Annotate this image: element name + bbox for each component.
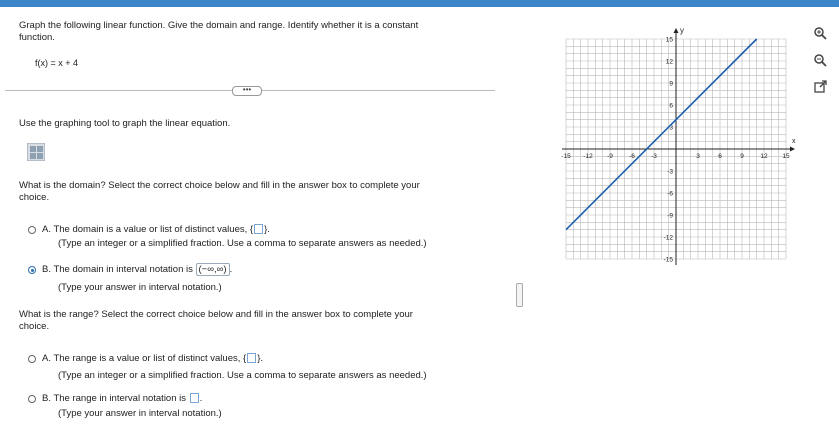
x-tick-label: -15 <box>561 153 571 160</box>
domain-choice-a-letter: A. <box>42 224 51 235</box>
range-choice-a-radio[interactable] <box>28 355 36 363</box>
domain-choice-a-hint: (Type an integer or a simplified fraction. Use a comma to separate answers as needed.) <box>58 238 427 249</box>
question-prompt-line2: function. <box>19 32 55 43</box>
x-tick-label: -6 <box>629 153 635 160</box>
question-prompt-line1: Graph the following linear function. Give the domain and range. Identify whether it is a constant <box>19 20 419 31</box>
y-tick-label: -6 <box>667 190 673 198</box>
y-tick-label: 6 <box>669 102 673 110</box>
range-choice-b-hint: (Type your answer in interval notation.) <box>58 408 222 419</box>
coordinate-graph[interactable] <box>548 24 803 274</box>
y-axis-label: y <box>680 26 684 35</box>
range-interval-input[interactable] <box>190 393 199 403</box>
range-choice-b[interactable] <box>42 393 202 405</box>
x-tick-label: -9 <box>607 153 613 160</box>
y-axis-arrow <box>674 28 679 33</box>
x-axis-arrow <box>790 147 795 152</box>
resize-handle[interactable] <box>516 283 523 307</box>
x-axis-label: x <box>792 138 796 145</box>
domain-choice-b-period: . <box>229 264 233 275</box>
domain-choice-a[interactable] <box>42 224 270 236</box>
y-tick-label: -12 <box>663 234 673 242</box>
magnifier-plus-icon[interactable] <box>812 26 828 42</box>
y-tick-label: -9 <box>667 212 673 220</box>
magnifier-minus-icon[interactable] <box>812 53 828 69</box>
range-choice-a-close: }. <box>257 353 264 364</box>
range-choice-b-text: The range in interval notation is <box>53 393 187 404</box>
range-choice-b-period: . <box>199 393 203 404</box>
y-tick-label: 12 <box>665 58 673 66</box>
x-tick-label: 9 <box>740 153 744 160</box>
top-accent-bar <box>0 0 839 7</box>
range-choice-a-letter: A. <box>42 353 51 364</box>
y-tick-label: -15 <box>663 256 673 264</box>
function-expression: f(x) = x + 4 <box>35 58 79 68</box>
domain-choice-b-hint: (Type your answer in interval notation.) <box>58 282 222 293</box>
x-tick-label: 15 <box>782 153 790 160</box>
domain-question-line1: What is the domain? Select the correct choice below and fill in the answer box to complete your <box>19 180 420 191</box>
x-tick-label: 12 <box>760 153 768 160</box>
y-tick-label: 15 <box>665 36 673 44</box>
range-question-line1: What is the range? Select the correct choice below and fill in the answer box to complete your <box>19 309 413 320</box>
domain-choice-a-text: The domain is a value or list of distinct values, { <box>53 224 254 235</box>
range-choice-b-letter: B. <box>42 393 51 404</box>
range-choice-a-text: The range is a value or list of distinct values, { <box>53 353 247 364</box>
x-tick-label: -12 <box>583 153 593 160</box>
domain-choice-b[interactable] <box>42 264 232 276</box>
range-choice-a[interactable] <box>42 353 263 365</box>
y-tick-label: -3 <box>667 168 673 176</box>
range-choice-a-input[interactable] <box>247 353 256 363</box>
range-choice-b-radio[interactable] <box>28 395 36 403</box>
graphing-tool-icon[interactable] <box>27 143 45 161</box>
domain-question-line2: choice. <box>19 192 50 203</box>
domain-choice-b-letter: B. <box>42 264 51 275</box>
y-tick-label: 9 <box>669 80 673 88</box>
expand-more-button[interactable]: ••• <box>232 86 262 96</box>
range-choice-a-hint: (Type an integer or a simplified fraction. Use a comma to separate answers as needed.) <box>58 370 427 381</box>
external-link-icon[interactable] <box>812 80 828 96</box>
domain-choice-a-close: }. <box>264 224 270 235</box>
y-tick-label: 3 <box>669 124 673 132</box>
range-question-line2: choice. <box>19 321 50 332</box>
domain-interval-answer[interactable]: (−∞,∞) <box>196 263 230 276</box>
domain-choice-b-text: The domain in interval notation is <box>53 264 193 275</box>
domain-choice-a-radio[interactable] <box>28 226 36 234</box>
x-tick-label: 3 <box>696 153 700 160</box>
domain-choice-a-input[interactable] <box>254 224 263 234</box>
domain-choice-b-radio-selected[interactable] <box>28 266 36 274</box>
graph-instruction: Use the graphing tool to graph the linear equation. <box>19 118 231 129</box>
x-tick-label: 6 <box>718 153 722 160</box>
x-tick-label: -3 <box>651 153 657 160</box>
